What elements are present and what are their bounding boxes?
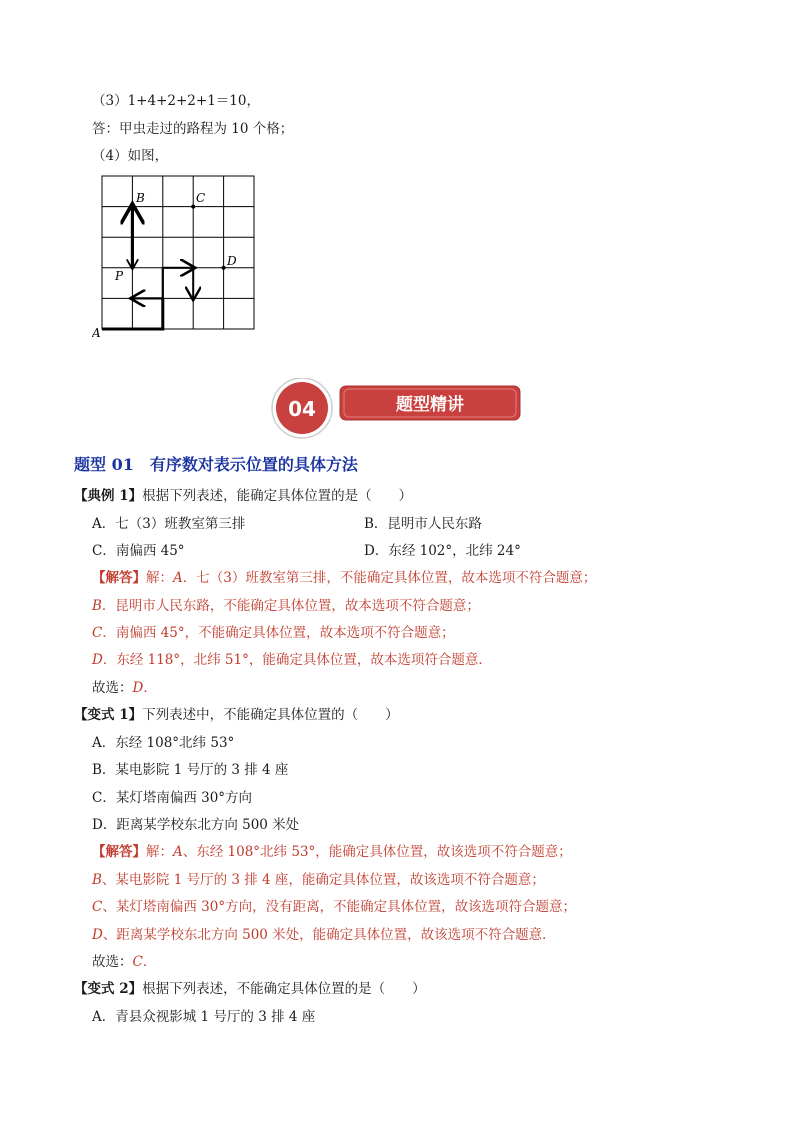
- choice-suffix: ．: [142, 954, 157, 970]
- choice-suffix: ．: [143, 680, 157, 696]
- answer-text: 、东经 108°北纬 53°，能确定具体位置，故该选项不符合题意；: [182, 844, 572, 860]
- answer-text: ．七（3）班教室第三排，不能确定具体位置，故本选项不符合题意；: [182, 570, 597, 586]
- question-text: 根据下列表述，能确定具体位置的是（ ）: [142, 488, 413, 504]
- choice-letter: C: [132, 954, 143, 970]
- answer-line: [92, 651, 492, 669]
- answer-text: ．东经 118°，北纬 51°，能确定具体位置，故本选项符合题意．: [102, 652, 492, 668]
- answer-prefix: 解：: [146, 570, 173, 586]
- answer-line: [92, 569, 596, 587]
- choice-letter: D: [132, 680, 144, 696]
- choice-line: [92, 679, 157, 697]
- answer-letter: D: [92, 652, 103, 668]
- point-d: [222, 266, 226, 270]
- option-b: B．某电影院 1 号厅的 3 排 4 座: [92, 762, 289, 778]
- question-line: [74, 487, 412, 505]
- label-p: P: [115, 269, 124, 283]
- answer-line: [92, 898, 576, 916]
- option-c: C．某灯塔南偏西 30°方向: [92, 790, 253, 806]
- answer-prefix: 解：: [146, 844, 173, 860]
- option-a: A．七（3）班教室第三排: [92, 516, 246, 532]
- answer-letter: B: [92, 598, 102, 614]
- answer-text: ．昆明市人民东路，不能确定具体位置，故本选项不符合题意；: [101, 598, 480, 614]
- option-a: A．青县众视影城 1 号厅的 3 排 4 座: [92, 1009, 316, 1025]
- grid-figure: [92, 172, 262, 340]
- label-c: C: [196, 191, 206, 205]
- question-line: [74, 980, 426, 998]
- label-a: A: [92, 326, 101, 340]
- answer-letter: A: [173, 844, 183, 860]
- answer-letter: B: [92, 872, 102, 888]
- answer-text: 、某灯塔南偏西 30°方向，没有距离，不能确定具体位置，故该选项符合题意；: [102, 899, 577, 915]
- choice-prefix: 故选：: [92, 954, 133, 970]
- label-d: D: [227, 254, 237, 268]
- question-text: 下列表述中，不能确定具体位置的（ ）: [142, 707, 399, 723]
- option-a: A．东经 108°北纬 53°: [92, 735, 235, 751]
- answer-letter: D: [92, 927, 103, 943]
- answer-letter: C: [92, 625, 103, 641]
- option-b: B．昆明市人民东路: [364, 516, 482, 532]
- answer-text: ．南偏西 45°，不能确定具体位置，故本选项不符合题意；: [102, 625, 455, 641]
- answer-letter: C: [92, 899, 103, 915]
- question-tag: 【变式 2】: [74, 981, 143, 997]
- choice-prefix: 故选：: [92, 680, 133, 696]
- answer-line: [92, 926, 556, 944]
- answer-line: [92, 597, 480, 615]
- answer-line: [92, 871, 545, 889]
- answer-line: [92, 843, 572, 861]
- badge-number: 04: [288, 397, 316, 421]
- text-line: （4）如图，: [92, 148, 169, 164]
- question-tag: 【变式 1】: [74, 707, 143, 723]
- answer-tag: 【解答】: [92, 570, 146, 586]
- answer-text: 、距离某学校东北方向 500 米处，能确定具体位置，故该选项不符合题意．: [102, 927, 556, 943]
- option-c: C．南偏西 45°: [92, 543, 185, 559]
- text-line: 答：甲虫走过的路程为 10 个格；: [92, 121, 294, 137]
- question-line: [74, 706, 399, 724]
- badge-title: 题型精讲: [396, 395, 464, 415]
- answer-text: 、某电影院 1 号厅的 3 排 4 座，能确定具体位置，故该选项不符合题意；: [101, 872, 545, 888]
- question-text: 根据下列表述，不能确定具体位置的是（ ）: [142, 981, 426, 997]
- answer-letter: A: [173, 570, 183, 586]
- grid-lines: [102, 176, 254, 329]
- choice-line: [92, 953, 156, 971]
- text-line: （3）1+4+2+2+1＝10，: [92, 93, 260, 109]
- question-tag: 【典例 1】: [74, 488, 143, 504]
- option-d: D．东经 102°，北纬 24°: [364, 543, 521, 559]
- section-heading: 题型 01 有序数对表示位置的具体方法: [74, 455, 358, 474]
- section-badge: [270, 378, 530, 442]
- label-b: B: [136, 191, 145, 205]
- answer-line: [92, 624, 455, 642]
- point-c: [191, 205, 195, 209]
- answer-tag: 【解答】: [92, 844, 146, 860]
- option-d: D．距离某学校东北方向 500 米处: [92, 817, 300, 833]
